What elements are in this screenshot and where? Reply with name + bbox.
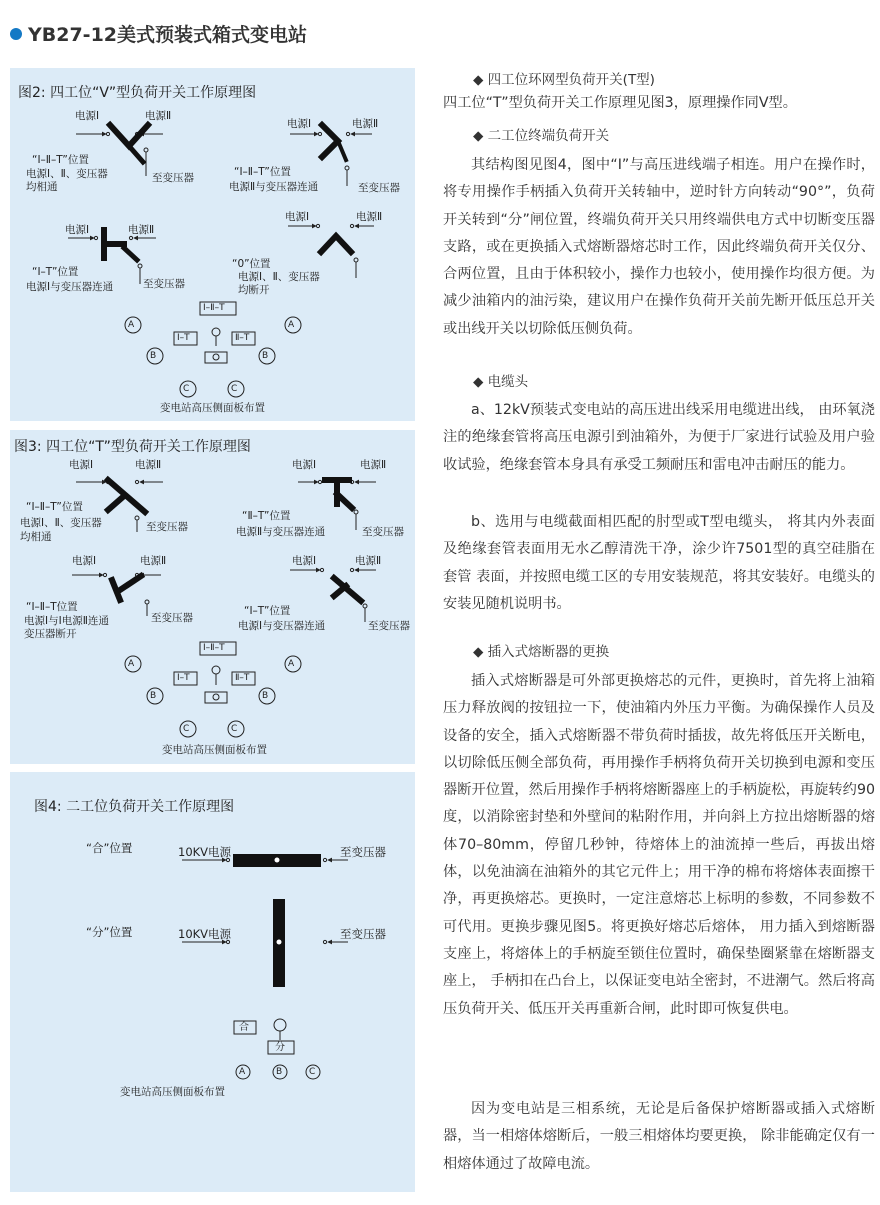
fig2-d2-src1: 电源Ⅰ [287,118,312,130]
fig4-off-trans: 至变压器 [340,927,386,941]
fig2-d2-pos: “Ⅰ–Ⅱ–T”位置 [234,166,291,178]
fig2-panel-caption: 变电站高压侧面板布置 [160,402,265,414]
para-ring-switch: 四工位“T”型负荷开关工作原理见图3，原理操作同V型。 [443,95,797,111]
fig2-bii: B [262,351,269,361]
fig2-d2-desc1: 电源Ⅱ与变压器连通 [229,181,319,193]
fig2-d4-desc1: 电源Ⅰ、Ⅱ、变压器 [238,271,320,283]
fig3-d2-src2: 电源Ⅱ [360,459,387,471]
fig2-ai: A [128,320,135,330]
fig3-ci: C [183,724,190,734]
fig3-d4-pos: “Ⅰ–T”位置 [244,605,291,617]
fig4-caption: 变电站高压侧面板布置 [120,1086,225,1098]
fig3-d4-trans: 至变压器 [368,620,410,632]
fig4-btn-off: 分 [275,1042,285,1053]
fig4-off-pos: “分”位置 [86,925,133,939]
bullet-terminal-switch: ◆ 二工位终端负荷开关 [473,128,610,144]
fig3-d3-src1: 电源Ⅰ [72,555,97,567]
fig2-d1-desc1: 电源Ⅰ、Ⅱ、变压器 [26,168,108,180]
para-three-phase: 因为变电站是三相系统，无论是后备保护熔断器或插入式熔断器，当一相熔体熔断后，一般三相熔体均要更换， 除非能确定仅有一相熔体通过了故障电流。 [443,1101,875,1172]
fig3-d3-src2: 电源Ⅱ [140,555,167,567]
fig4-a: A [239,1067,246,1077]
fig2-aii: A [288,320,295,330]
fig2-d3-trans: 至变压器 [143,278,185,290]
para-fuse-replace: 插入式熔断器是可外部更换熔芯的元件，更换时，首先将上油箱压力释放阀的按钮拉一下，使油箱内外压力平衡。为确保操作人员及设备的安全，插入式熔断器不带负荷时插拔，故先将低压开关断电，以切除低压侧全部负荷，再用操作手柄将负荷开关切换到电源和变压器断开位置，然后用操作手柄将熔断器座上的手柄旋松，再旋转约90度，以消除密封垫和外壁间的粘附作用，并向斜上方拉出熔断器的熔体70–80mm，停留几秒钟，待熔体上的油流掉一些后，再拔出熔体，以免油滴在油箱外的其它元件上；用干净的棉布将熔体表面擦干净，再更换熔芯。更换时，一定注意熔芯上标明的参数，不同参数不可代用。更换步骤见图5。将更换好熔芯后熔体， 用力插入到熔断器支座上，将熔体上的手柄旋至锁住位置时，确保垫圈紧靠在熔断器支座上， 手柄扣在凸台上，以保证变电站全密封，不进潮气。然后将高压负荷开关、低压开关再重新合闸，此时即可恢复供电。 [443,673,875,1017]
bullet-fuse-replace: ◆ 插入式熔断器的更换 [473,644,610,660]
fig3-bii: B [262,691,269,701]
fig2-d3-desc1: 电源Ⅰ与变压器连通 [26,281,114,293]
fig2-panel-right: Ⅱ–T [235,333,250,343]
fig2-bi: B [150,351,157,361]
fig2-ci: C [183,384,190,394]
fig3-d1-desc1: 电源Ⅰ、Ⅱ、变压器 [20,517,102,529]
fig4-b: B [276,1067,283,1077]
fig2-d3-pos: “Ⅰ–T”位置 [32,266,79,278]
para-terminal-switch: 其结构图见图4，图中“I”与高压进线端子相连。用户在操作时，将专用操作手柄插入负荷开关转轴中，逆时针方向转动“90°”，负荷开关转到“分”闸位置，终端负荷开关只用终端供电方式中切断变压器支路，或在更换插入式熔断器熔芯时工作，因此终端负荷开关仅分、合两位置，且由于体积较小，操作力也较小，使用操作均很方便。为减少油箱内的油污染，建议用户在操作负荷开关前先断开低压总开关或出线开关以切除低压侧负荷。 [443,157,875,337]
fig4-btn-on: 合 [239,1022,249,1033]
fig4-on-trans: 至变压器 [340,845,386,859]
bullet-ring-switch: ◆ 四工位环网型负荷开关(T型) [473,72,655,88]
fig2-d1-src2: 电源Ⅱ [145,110,172,122]
fig3-title: 图3: 四工位“T”型负荷开关工作原理图 [14,439,251,455]
fig2-d3-src1: 电源Ⅰ [65,224,90,236]
fig3-d1-desc2: 均相通 [20,531,52,543]
fig2-cii: C [231,384,238,394]
fig3-panel-caption: 变电站高压侧面板布置 [162,744,267,756]
fig4-c: C [309,1067,316,1077]
fig2-d1-src1: 电源Ⅰ [75,110,100,122]
fig2-panel-left: Ⅰ–T [177,333,190,343]
fig3-bi: B [150,691,157,701]
fig2-d4-pos: “0”位置 [232,258,271,270]
fig3-d1-pos: “Ⅰ–Ⅱ–T”位置 [26,501,83,513]
fig2-d4-src2: 电源Ⅱ [356,211,383,223]
fig2-panel-top: Ⅰ–Ⅱ–T [203,303,225,313]
fig3-d1-trans: 至变压器 [146,521,188,533]
page-title-text: YB27-12美式预装式箱式变电站 [28,24,308,46]
fig2-d4-src1: 电源Ⅰ [285,211,310,223]
fig4-on-pos: “合”位置 [86,841,133,855]
fig3-d4-src1: 电源Ⅰ [292,555,317,567]
fig2-d2-trans: 至变压器 [358,182,400,194]
fig3-d3-trans: 至变压器 [151,612,193,624]
fig4-off-src: 10KV电源 [178,927,232,941]
fig2-d1-trans: 至变压器 [152,172,194,184]
fig3-d3-desc1: 电源Ⅰ与Ⅰ电源Ⅱ连通 [24,615,109,627]
fig2-d4-desc2: 均断开 [238,284,270,296]
fig2-d1-desc2: 均相通 [26,181,58,193]
bullet-cable-head: ◆ 电缆头 [473,374,529,390]
fig3-panel-top: Ⅰ–Ⅱ–T [203,643,225,653]
fig3-panel-left: Ⅰ–T [177,673,190,683]
fig2-d1-pos: “Ⅰ–Ⅱ–T”位置 [32,154,89,166]
fig2-d2-src2: 电源Ⅱ [352,118,379,130]
fig3-d3-pos: “Ⅰ–Ⅱ–T位置 [26,601,78,613]
fig3-d2-desc1: 电源Ⅱ与变压器连通 [236,526,326,538]
fig2-title: 图2: 四工位“V”型负荷开关工作原理图 [18,85,257,101]
fig4-on-src: 10KV电源 [178,845,232,859]
fig3-ai: A [128,659,135,669]
fig2-d3-src2: 电源Ⅱ [128,224,155,236]
fig3-d1-src1: 电源Ⅰ [69,459,94,471]
fig3-cii: C [231,724,238,734]
fig4-title: 图4: 二工位负荷开关工作原理图 [34,799,235,815]
para-cable-b: b、选用与电缆截面相匹配的肘型或T型电缆头， 将其内外表面及绝缘套管表面用无水乙醇清洗干净，涂少许7501型的真空硅脂在套管 表面，并按照电缆工区的专用安装规范，将其安装好。电缆头的安装见随机说明书。 [443,514,875,612]
fig3-d2-trans: 至变压器 [362,526,404,538]
para-cable-a: a、12kV预装式变电站的高压进出线采用电缆进出线， 由环氧浇注的绝缘套管将高压电源引到油箱外，为便于厂家进行试验及用户验收试验，绝缘套管本身具有承受工频耐压和雷电冲击耐压的能力。 [443,402,875,473]
fig3-aii: A [288,659,295,669]
fig3-d4-desc1: 电源Ⅰ与变压器连通 [238,620,326,632]
fig3-d2-pos: “Ⅱ–T”位置 [242,510,291,522]
fig3-d2-src1: 电源Ⅰ [292,459,317,471]
fig3-d4-src2: 电源Ⅱ [355,555,382,567]
fig3-panel-right: Ⅱ–T [235,673,250,683]
fig3-d3-desc2: 变压器断开 [24,628,77,640]
fig3-d1-src2: 电源Ⅱ [135,459,162,471]
